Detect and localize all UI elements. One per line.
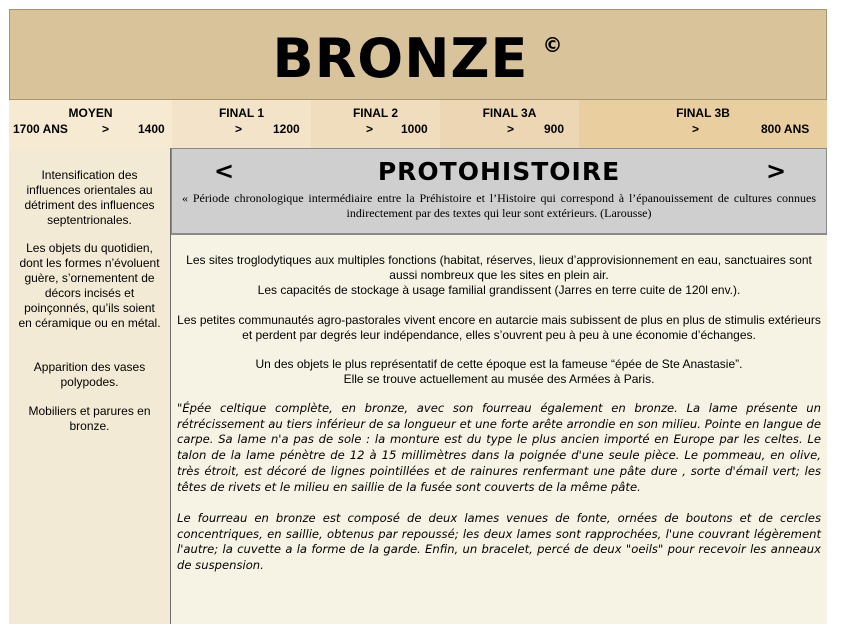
main-content <box>171 234 827 624</box>
period-name: FINAL 3B <box>676 106 730 120</box>
period-name: FINAL 1 <box>218 106 265 120</box>
period-end: 1200 <box>273 122 300 136</box>
period-end: 1000 <box>401 122 428 136</box>
period-end: 900 <box>544 122 565 136</box>
period-final-1 <box>172 100 311 148</box>
content-paragraph: Un des objets le plus représentatif de cette époque est la fameuse “épée de Ste Anastasie”. <box>255 357 743 371</box>
period-timeline <box>9 100 827 148</box>
copyright-symbol: © <box>542 33 564 57</box>
section-header <box>171 148 827 234</box>
period-arrow: > <box>692 122 700 136</box>
sidebar-paragraph: Les objets du quotidien, dont les formes n’évoluent guère, s’ornementent de décors incisés et poinçonnés, qu’ils soient en céramique ou en métal. <box>18 241 161 330</box>
section-definition: « Période chronologique intermédiaire entre la Préhistoire et l’Histoire qui correspond à l’épanouissement de cultures connues indirectement par des textes qui leur sont extérieurs. (Larousse) <box>182 191 816 220</box>
period-arrow: > <box>366 122 374 136</box>
period-start: 1700 ANS <box>13 122 68 136</box>
period-final-3b <box>579 100 827 148</box>
previous-arrow-button[interactable]: < <box>214 157 235 185</box>
period-name: FINAL 2 <box>352 106 399 120</box>
sword-description-quote: "Épée celtique complète, en bronze, avec son fourreau également en bronze. La lame présente un rétrécissement au tiers inférieur de sa longueur et une forte arête arrondie en son milieu. Pointe en langue de carpe. Sa lame n'a pas de sole : la monture est du type le plus ancien importé en Europe par les celtes. Le talon de la lame pénètre de 12 à 15 millimètres dans la poignée d'une seule pièce. Le pommeau, en olive, très étroit, est décoré de lignes pointillées et de rainures renfermant une pâte dure , sorte d'émail vert; les têtes de rivets et le milieu en saillie de la fusée sont couverts de la même pâte. <box>177 401 821 494</box>
period-arrow: > <box>507 122 515 136</box>
period-name: FINAL 3A <box>482 106 537 120</box>
content-paragraph: Les sites troglodytiques aux multiples fonctions (habitat, réserves, lieux d’approvisionnement en eau, sanctuaires sont aussi nombreux que les sites en plein air. <box>186 253 812 282</box>
sidebar-paragraph: Apparition des vases polypodes. <box>33 360 146 389</box>
section-title: PROTOHISTOIRE <box>377 157 621 186</box>
period-moyen <box>9 100 172 148</box>
next-arrow-button[interactable]: > <box>766 157 787 185</box>
period-final-3a <box>440 100 579 148</box>
title-banner <box>9 9 827 100</box>
period-arrow: > <box>235 122 243 136</box>
period-end: 800 ANS <box>761 122 810 136</box>
content-paragraph: Les capacités de stockage à usage familial grandissent (Jarres en terre cuite de 120l env.). <box>257 283 741 297</box>
sidebar-paragraph: Intensification des influences orientales au détriment des influences septentrionales. <box>24 168 155 227</box>
content-paragraph: Les petites communautés agro-pastorales vivent encore en autarcie mais subissent de plus en plus de stimulis extérieurs et perdent par degrés leur indépendance, elles s’ouvrent peu à peu à une économie d’échanges. <box>177 313 821 342</box>
sidebar-paragraph: Mobiliers et parures en bronze. <box>28 404 151 433</box>
period-final-2 <box>311 100 440 148</box>
page-title: BRONZE © <box>272 27 564 90</box>
sidebar-notes <box>9 148 171 624</box>
period-name: MOYEN <box>68 106 113 120</box>
period-end: 1400 <box>138 122 165 136</box>
period-arrow: > <box>102 122 110 136</box>
content-paragraph: Elle se trouve actuellement au musée des Armées à Paris. <box>343 372 655 386</box>
scabbard-description-quote: Le fourreau en bronze est composé de deux lames venues de fonte, ornées de boutons et de cercles concentriques, en saillie, obtenus par repoussé; les deux lames sont rapprochées, l'une couvrant légèrement l'autre; la cuvette a la forme de la garde. Enfin, un bracelet, percé de deux "oeils" pour recevoir les anneaux de suspension. <box>177 511 821 573</box>
